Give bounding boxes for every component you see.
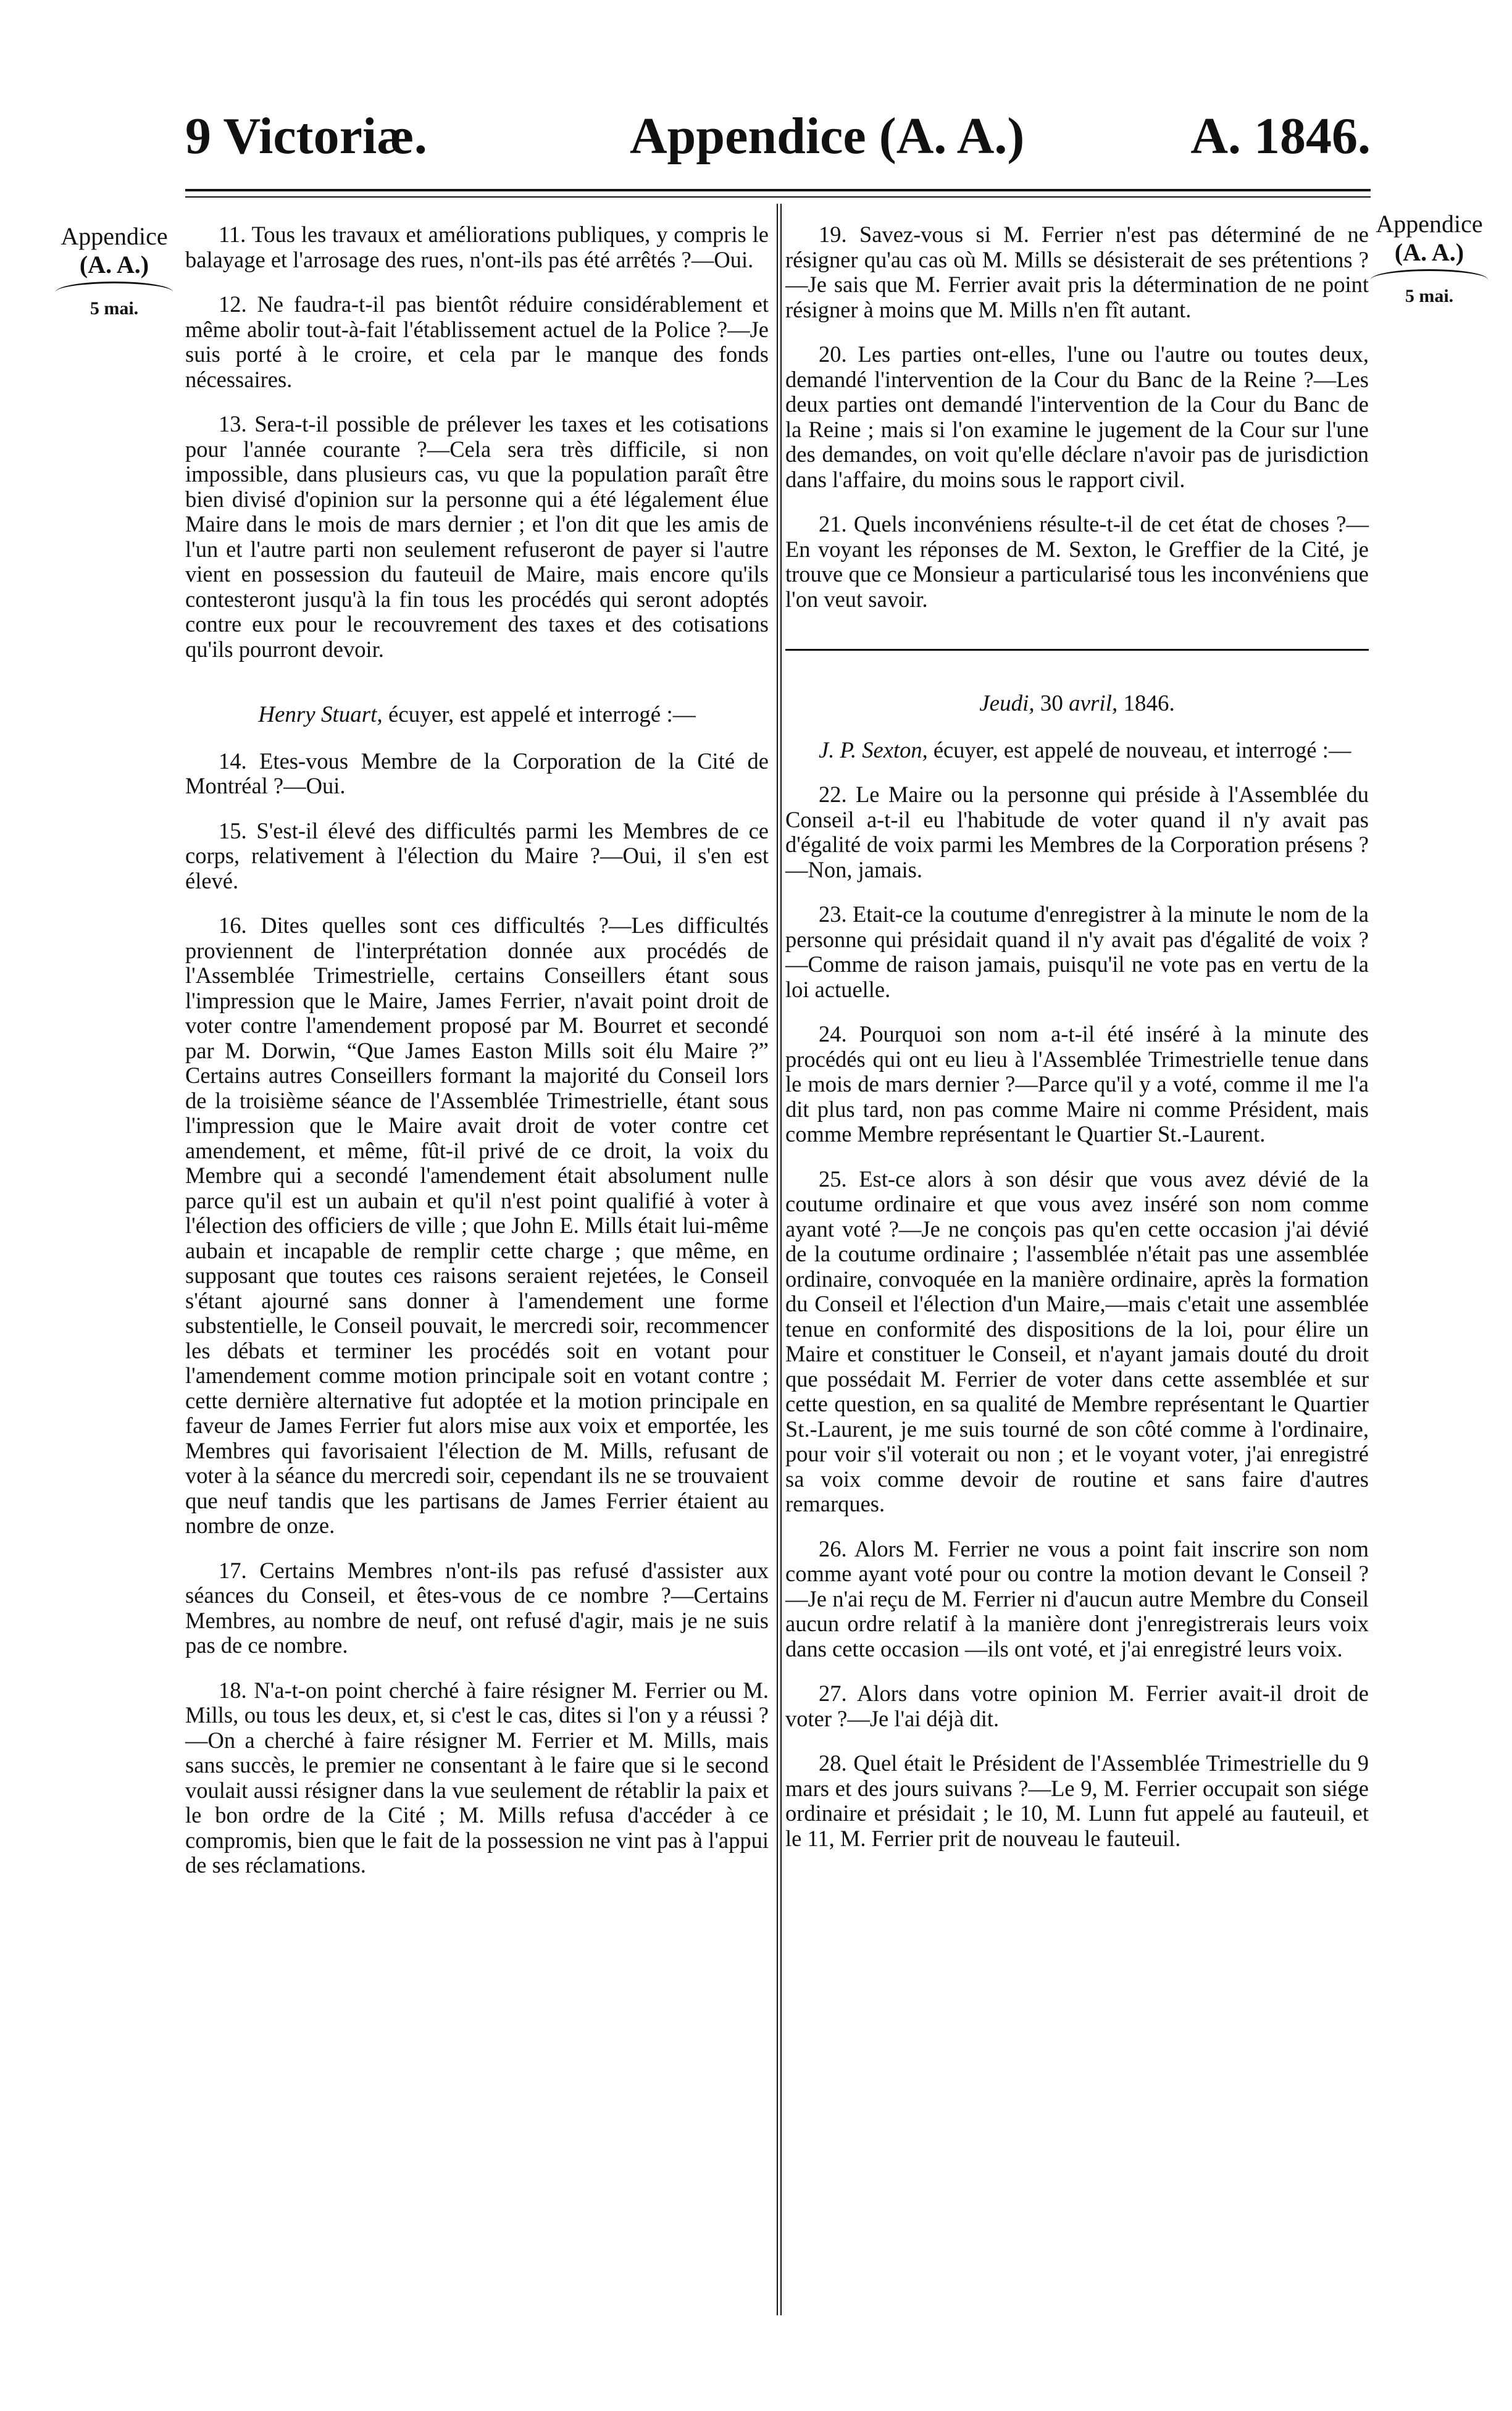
header-rule (185, 189, 1371, 191)
margin-note-left (43, 222, 185, 323)
question-22: 22. Le Maire ou la personne qui préside à l'Assemblée du Conseil a-t-il eu l'habitude de voter quand il n'y avait pas d'égalité de voix parmi les Membres de la Corporation présens ?—Non, jamais. (785, 782, 1369, 882)
question-16: 16. Dites quelles sont ces difficultés ?—Les difficultés proviennent de l'interprétation donnée aux procédés de l'Assemblée Trimestrielle, certains Conseillers étant sous l'impression que le Maire, James Ferrier, n'avait point droit de voter contre l'amendement proposé par M. Bourret et secondé par M. Dorwin, “Que James Easton Mills soit élu Maire ?” Certains autres Conseillers formant la majorité du Conseil lors de la troisième séance de l'Assemblée Trimestrielle, étant sous l'impression que le Maire avait droit de voter contre cet amendement, et même, fût-il privé de ce droit, la voix du Membre qui a secondé l'amendement était absolument nulle parce qu'il est un aubain et qu'il n'est point qualifié à voter à l'élection des officiers de ville ; que John E. Mills était lui-même aubain et incapable de remplir cette charge ; que même, en supposant que toutes ces raisons seraient rejetées, le Conseil s'étant ajourné sans donner à l'amendement une forme substentielle, le Conseil pouvait, le mercredi soir, recommencer les débats et terminer les procédés soit en votant pour l'amendement comme motion principale soit en votant contre ; cette dernière alternative fut adoptée et la motion principale en faveur de James Ferrier fut alors mise aux voix et emportée, les Membres qui favorisaient l'élection de M. Mills, refusant de voter à la séance du mercredi soir, cependant ils ne se trouvaient que neuf tandis que les partisans de James Ferrier étaient au nombre de onze. (185, 913, 769, 1538)
margin-note-date: 5 mai. (1405, 286, 1454, 306)
question-12: 12. Ne faudra-t-il pas bientôt réduire considérablement et même abolir tout-à-fait l'établissement actuel de la Police ?—Je suis porté à le croire, et cela par le manque des fonds nécessaires. (185, 291, 769, 392)
question-15: 15. S'est-il élevé des difficultés parmi les Membres de ce corps, relativement à l'élection du Maire ?—Oui, il s'en est élevé. (185, 817, 769, 893)
question-19: 19. Savez-vous si M. Ferrier n'est pas déterminé de ne résigner qu'au cas où M. Mills se désisterait de ses prétentions ?—Je sais que M. Ferrier avait pris la détermination de ne point résigner à moins que M. Mills n'en fît autant. (785, 222, 1369, 322)
running-header (185, 106, 1371, 168)
margin-note-label: Appendice (1376, 210, 1483, 238)
question-21: 21. Quels inconvéniens résulte-t-il de cet état de choses ?—En voyant les réponses de M. Sexton, le Greffier de la Cité, je trouve que ce Monsieur a particularisé tous les inconvéniens que l'on veut savoir. (785, 511, 1369, 612)
column-divider-second (780, 204, 782, 2315)
question-18: 18. N'a-t-on point cherché à faire résigner M. Ferrier ou M. Mills, ou tous les deux, et, si c'est le cas, dites si l'on y a réussi ?—On a cherché à faire résigner M. Ferrier et M. Mills, mais sans succès, le premier ne consentant à le faire que si le second voulait aussi résigner dans la vue seulement de rétablir la paix et le bon ordre de la Cité ; M. Mills refusa d'accéder à ce compromis, bien que le fait de la possession ne vint pas à l'appui de ses réclamations. (185, 1677, 769, 1878)
question-13: 13. Sera-t-il possible de prélever les taxes et les cotisations pour l'année courante ?—Cela sera très difficile, si non impossible, dans plusieurs cas, vu que la population paraît être bien divisé d'opinion sur la personne qui a été légalement élue Maire dans le mois de mars dernier ; et l'on dit que les amis de l'un et l'autre parti non seulement refuseront de payer si l'autre vient en possession du fauteuil de Maire, mais encore qu'ils contesteront jusqu'à la fin tous les procédés qui seront adoptés contre eux pour le recouvrement des taxes et des cotisations qu'ils pourront devoir. (185, 411, 769, 662)
question-27: 27. Alors dans votre opinion M. Ferrier avait-il droit de voter ?—Je l'ai déjà dit. (785, 1681, 1369, 1731)
question-11: 11. Tous les travaux et améliorations publiques, y compris le balayage et l'arrosage des rues, n'ont-ils pas été arrêtés ?—Oui. (185, 222, 769, 272)
margin-note-date: 5 mai. (90, 298, 139, 319)
header-rule-thin (185, 196, 1371, 198)
witness-heading (785, 738, 1369, 763)
question-26: 26. Alors M. Ferrier ne vous a point fait inscrire son nom comme ayant voté pour ou contre la motion devant le Conseil ?—Je n'ai reçu de M. Ferrier ni d'aucun autre Membre du Conseil aucun ordre relatif à la manière dont j'enregistrerais leurs voix dans cette occasion —ils ont voté, et j'ai enregistré leurs voix. (785, 1536, 1369, 1661)
margin-note-right (1358, 210, 1500, 311)
date-day: Jeudi, (979, 691, 1035, 716)
margin-brace (56, 282, 173, 292)
margin-note-code: (A. A.) (1394, 238, 1464, 266)
question-20: 20. Les parties ont-elles, l'une ou l'autre ou toutes deux, demandé l'intervention de la Cour du Banc de la Reine ?—Les deux parties ont demandé l'intervention de la Cour du Banc de la Reine ; mais si l'on examine le jugement de la Cour sur l'une des demandes, on voit qu'elle déclare n'avoir pas de jurisdiction dans l'affaire, du moins sous le rapport civil. (785, 341, 1369, 492)
witness-name: J. P. Sexton, (819, 737, 928, 763)
witness-called: écuyer, est appelé et interrogé :— (382, 702, 696, 727)
session-date (785, 692, 1369, 717)
question-17: 17. Certains Membres n'ont-ils pas refusé d'assister aux séances du Conseil, et êtes-vous de ce nombre ?—Certains Membres, au nombre de neuf, ont refusé d'agir, mais je ne suis pas de ce nombre. (185, 1557, 769, 1658)
margin-brace (1371, 269, 1488, 280)
question-23: 23. Etait-ce la coutume d'enregistrer à la minute le nom de la personne qui présidait quand il n'y avait pas d'égalité de voix ?—Comme de raison jamais, puisqu'il ne vote pas en vertu de la loi actuelle. (785, 901, 1369, 1002)
witness-called: écuyer, est appelé de nouveau, et interrogé :— (927, 737, 1351, 763)
margin-note-label: Appendice (61, 222, 168, 250)
date-number: 30 (1034, 691, 1069, 716)
date-month: avril, (1069, 691, 1118, 716)
left-column (185, 222, 769, 1898)
witness-name: Henry Stuart, (258, 702, 383, 727)
section-rule (785, 649, 1369, 651)
witness-heading (185, 703, 769, 728)
question-24: 24. Pourquoi son nom a-t-il été inséré à la minute des procédés qui ont eu lieu à l'Assemblée Trimestrielle tenue dans le mois de mars dernier ?—Parce qu'il y a voté, comme il me l'a dit plus tard, non pas comme Maire ni comme Président, mais comme Membre représentant le Quartier St.-Laurent. (785, 1021, 1369, 1147)
question-14: 14. Etes-vous Membre de la Corporation de la Cité de Montréal ?—Oui. (185, 748, 769, 798)
header-appendix: Appendice (A. A.) (630, 107, 1025, 165)
margin-note-code: (A. A.) (79, 251, 149, 278)
header-session: 9 Victoriæ. (185, 107, 427, 165)
right-column (785, 222, 1369, 1871)
question-25: 25. Est-ce alors à son désir que vous avez dévié de la coutume ordinaire et que vous avez inséré son nom comme ayant voté ?—Je ne conçois pas qu'en cette occasion j'ai dévié de la coutume ordinaire ; l'assemblée n'était pas une assemblée ordinaire, convoquée en la manière ordinaire, après la formation du Conseil et l'élection d'un Maire,—mais c'etait une assemblée tenue en conformité des dispositions de la loi, pour élire un Maire et constituer le Conseil, et n'ayant jamais douté du droit que possédait M. Ferrier de voter dans cette assemblée et sur cette question, en sa qualité de Membre représentant le Quartier St.-Laurent, je me suis tourné de son côté comme à l'ordinaire, pour voir s'il voterait ou non ; et le voyant voter, j'ai enregistré sa voix comme devoir de routine et sans faire d'autres remarques. (785, 1166, 1369, 1516)
question-28: 28. Quel était le Président de l'Assemblée Trimestrielle du 9 mars et des jours suivans ?—Le 9, M. Ferrier occupait son siége ordinaire et présidait ; le 10, M. Lunn fut appelé au fauteuil, et le 11, M. Ferrier prit de nouveau le fauteuil. (785, 1750, 1369, 1851)
header-year: A. 1846. (1190, 107, 1371, 165)
column-divider (777, 204, 778, 2315)
date-year: 1846. (1117, 691, 1175, 716)
